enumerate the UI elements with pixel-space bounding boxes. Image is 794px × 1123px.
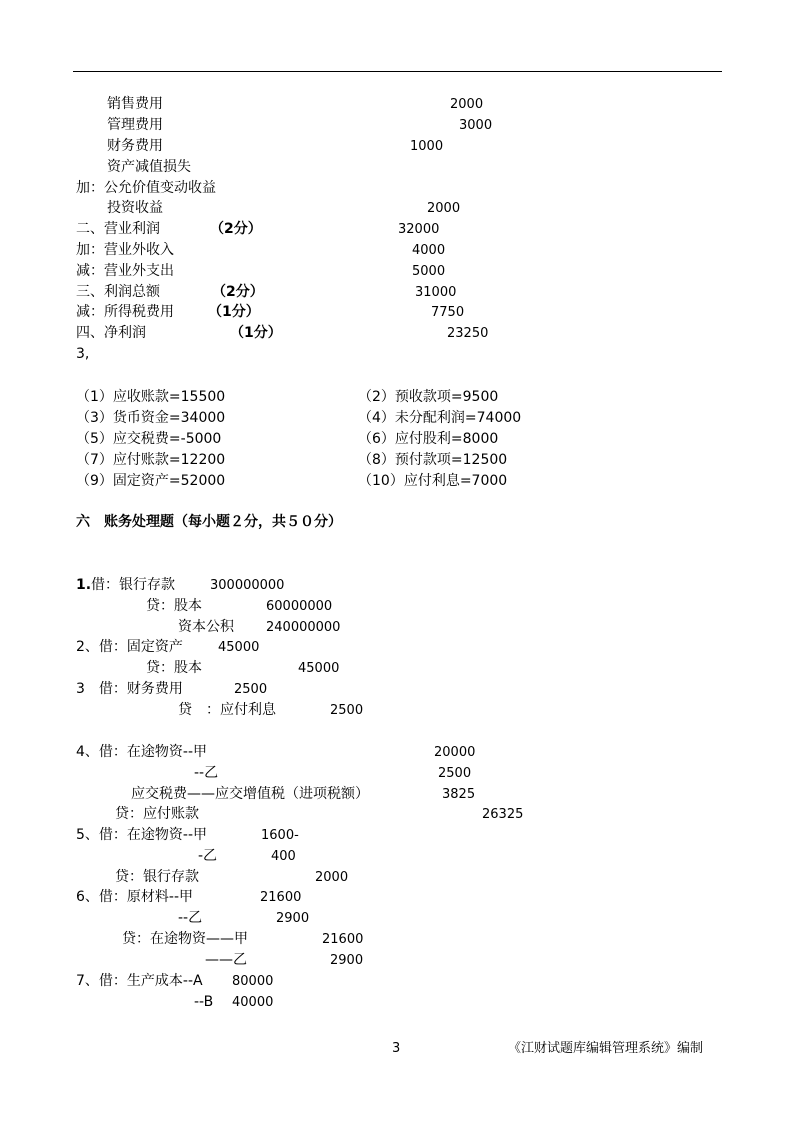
- text-line: 管理费用: [107, 117, 163, 133]
- text-line: 四、净利润: [76, 325, 146, 341]
- text-line: 1000: [410, 139, 444, 154]
- text-line: 2500: [330, 703, 364, 718]
- text-line: 60000000: [266, 599, 333, 614]
- text-line: 32000: [398, 222, 440, 237]
- text-line: 销售费用: [107, 96, 163, 112]
- text-line: 加：公允价值变动收益: [76, 180, 216, 196]
- text-line: 贷 ：应付利息: [178, 702, 276, 718]
- text-line: 40000: [232, 995, 274, 1010]
- header-rule: [73, 71, 722, 72]
- text-line: 2000: [450, 97, 484, 112]
- text-line: 2900: [330, 953, 364, 968]
- text-line: 财务费用: [107, 138, 163, 154]
- text-line: 21600: [260, 890, 302, 905]
- text-line: 贷：在途物资——甲: [122, 931, 248, 947]
- text-line: 1600-: [261, 828, 299, 843]
- text-line: 3000: [459, 118, 493, 133]
- text-line: 2500: [438, 766, 472, 781]
- text-line: --B: [194, 994, 214, 1010]
- text-line: （2）预收款项=9500: [358, 389, 499, 405]
- text-line: （6）应付股利=8000: [358, 431, 499, 447]
- text-line: 2900: [276, 911, 310, 926]
- text-line: 80000: [232, 974, 274, 989]
- text-line: 投资收益: [107, 200, 163, 216]
- text-line: 减：营业外支出: [76, 263, 174, 279]
- text-line: --乙: [194, 765, 219, 781]
- text-line: 4、借：在途物资--甲: [76, 744, 208, 760]
- text-line: 2000: [427, 201, 461, 216]
- text-line: （1分）: [230, 325, 282, 341]
- text-line: 400: [271, 849, 296, 864]
- text-line: 资本公积: [178, 619, 234, 635]
- text-line: 300000000: [210, 578, 285, 593]
- text-line: （2分）: [212, 284, 264, 300]
- text-line: 二、营业利润: [76, 221, 160, 237]
- text-line: 3825: [442, 787, 476, 802]
- text-line: ——乙: [205, 952, 247, 968]
- footer-system-name: 《江财试题库编辑管理系统》编制: [508, 1041, 704, 1056]
- text-line: 5、借：在途物资--甲: [76, 827, 208, 843]
- text-line: 240000000: [266, 620, 341, 635]
- text-line: （1）应收账款=15500: [76, 389, 226, 405]
- text-line: 7750: [431, 305, 465, 320]
- page-number: 3: [392, 1041, 401, 1056]
- text-line: （7）应付账款=12200: [76, 452, 226, 468]
- text-line: （3）货币资金=34000: [76, 410, 226, 426]
- text-line: 23250: [447, 326, 489, 341]
- text-line: 1.: [76, 577, 92, 593]
- text-line: 2500: [234, 682, 268, 697]
- text-line: （5）应交税费=-5000: [76, 431, 222, 447]
- text-line: 应交税费——应交增值税（进项税额）: [131, 786, 369, 802]
- text-line: 4000: [412, 243, 446, 258]
- text-line: 借：银行存款: [91, 577, 175, 593]
- text-line: 26325: [482, 807, 524, 822]
- text-line: 六 账务处理题（每小题２分，共５０分）: [76, 514, 342, 530]
- text-line: 贷：股本: [146, 598, 202, 614]
- text-line: （2分）: [210, 221, 262, 237]
- text-line: （8）预付款项=12500: [358, 452, 508, 468]
- text-line: 贷：银行存款: [115, 869, 199, 885]
- text-line: 45000: [218, 640, 260, 655]
- text-line: 31000: [415, 285, 457, 300]
- text-line: （10）应付利息=7000: [358, 473, 508, 489]
- text-line: 21600: [322, 932, 364, 947]
- text-line: 资产减值损失: [107, 159, 191, 175]
- text-line: 5000: [412, 264, 446, 279]
- text-line: -乙: [198, 848, 218, 864]
- text-line: 3,: [76, 346, 90, 362]
- text-line: 三、利润总额: [76, 284, 160, 300]
- text-line: 减：所得税费用: [76, 304, 174, 320]
- text-line: 6、借：原材料--甲: [76, 889, 194, 905]
- text-line: （4）未分配利润=74000: [358, 410, 522, 426]
- text-line: （1分）: [208, 304, 260, 320]
- text-line: （9）固定资产=52000: [76, 473, 226, 489]
- text-line: 45000: [298, 661, 340, 676]
- text-line: 贷：应付账款: [115, 806, 199, 822]
- text-line: 贷：股本: [146, 660, 202, 676]
- text-line: 3 借：财务费用: [76, 681, 183, 697]
- text-line: 加：营业外收入: [76, 242, 174, 258]
- text-line: --乙: [178, 910, 203, 926]
- text-line: 2000: [315, 870, 349, 885]
- text-line: 2、借：固定资产: [76, 639, 183, 655]
- text-line: 20000: [434, 745, 476, 760]
- text-line: 7、借：生产成本--A: [76, 973, 203, 989]
